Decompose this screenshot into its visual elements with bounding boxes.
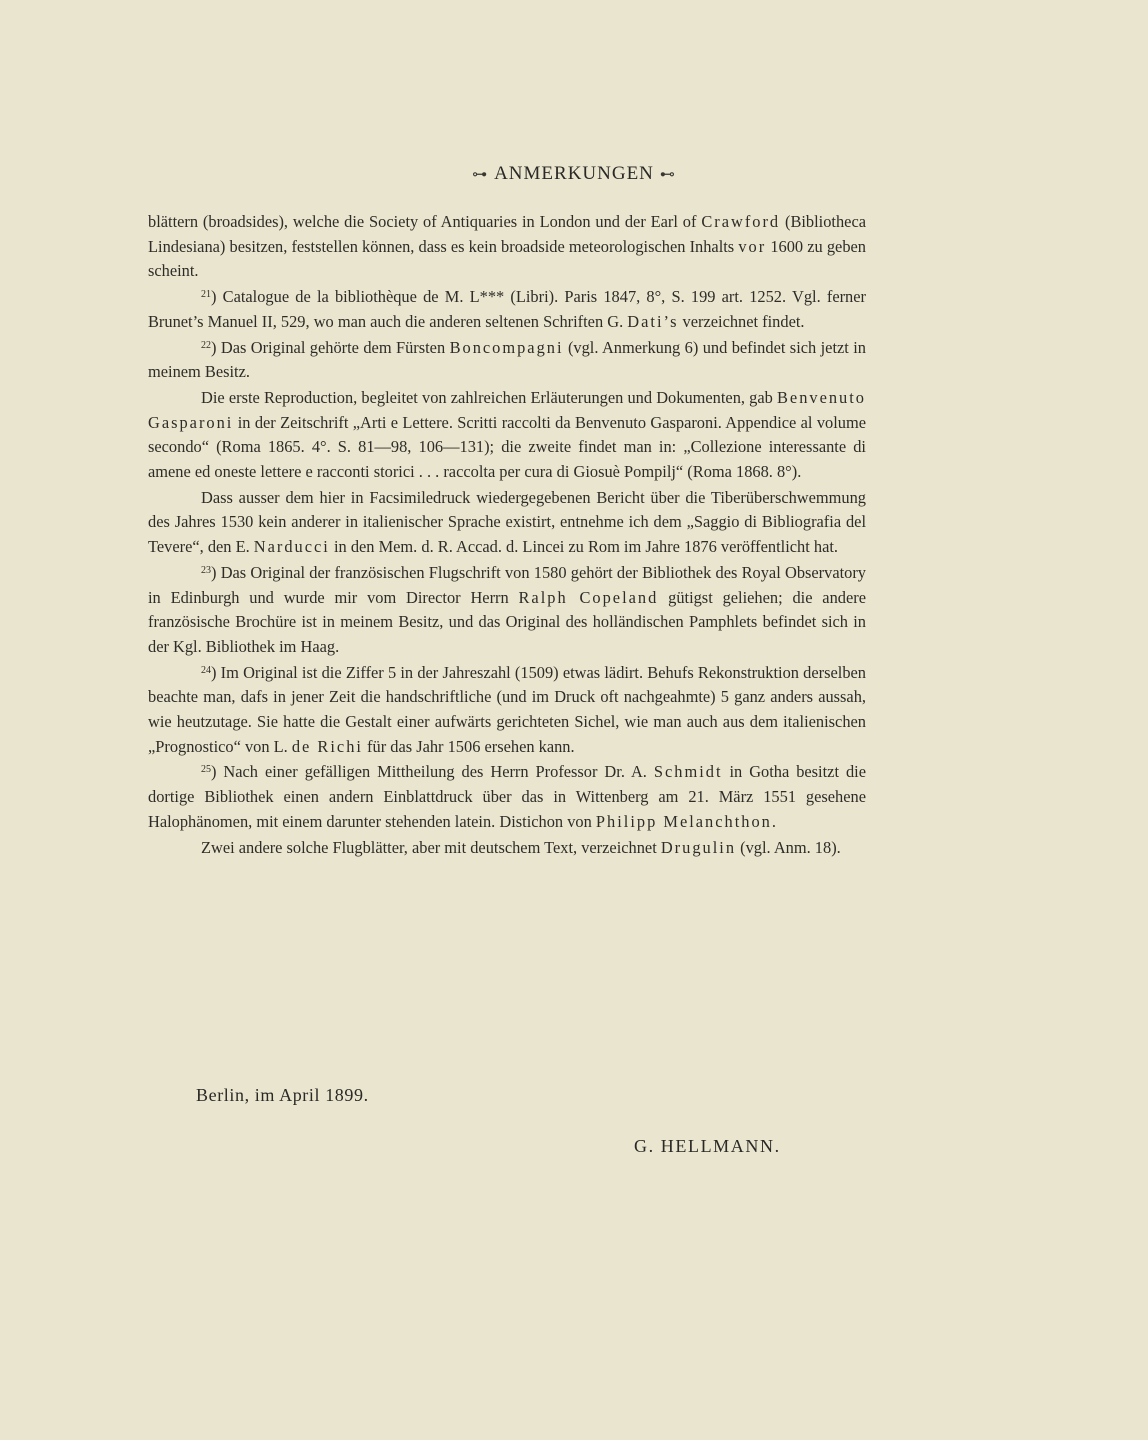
text-run: Die erste Reproduction, begleitet von zahlreichen Erläuterungen und Dokumenten, gab	[201, 387, 777, 407]
note-paragraph-flugblaetter	[148, 836, 866, 861]
ornament-right-icon: ⊷	[659, 167, 676, 183]
footnote-number: 22	[201, 339, 211, 351]
text-run: blättern (broadsides), welche die Society of Antiquaries in London und der Earl of	[148, 212, 702, 231]
spaced-word: vor	[738, 236, 767, 256]
note-paragraph-continued	[148, 210, 866, 284]
spaced-name: Ralph Copeland	[518, 587, 659, 607]
text-run: ) Das Original der französischen Flugschrift von 1580 gehört der Bibliothek des Royal Observatory in Edinburgh und wurde mir vom Director Herrn	[148, 562, 866, 607]
footnote-24	[148, 661, 866, 760]
footnote-number: 24	[201, 664, 211, 676]
text-run: 1600 zu geben scheint.	[148, 236, 866, 281]
footnote-23	[148, 561, 866, 660]
page-header	[0, 163, 1148, 185]
text-run: Zwei andere solche Flugblätter, aber mit deutschem Text, verzeichnet	[201, 837, 661, 857]
spaced-name: Drugulin	[660, 837, 737, 857]
spaced-name: Narducci	[253, 537, 330, 557]
text-run: für das Jahr 1506 ersehen kann.	[362, 736, 575, 756]
notes-body	[148, 210, 866, 860]
ornament-left-icon: ⊶	[472, 167, 489, 183]
note-paragraph-reproduction	[148, 386, 866, 485]
footnote-22	[148, 336, 866, 385]
note-paragraph-facsimile	[148, 486, 866, 560]
spaced-name: Benvenuto Gasparoni	[148, 387, 866, 432]
text-run: ) Nach einer gefälligen Mittheilung des Herrn Professor Dr. A.	[211, 762, 654, 782]
text-run: verzeichnet findet.	[678, 311, 805, 331]
footnote-number: 21	[201, 289, 211, 301]
spaced-name: de Richi	[291, 736, 363, 756]
footnote-21	[148, 285, 866, 334]
footnote-number: 25	[201, 764, 211, 776]
text-run: ) Das Original gehörte dem Fürsten	[211, 337, 450, 357]
text-run: in Gotha besitzt die dortige Bibliothek einen andern Einblattdruck über das in Wittenberg am 21. März 1551 gesehene Halophänomen, mit einem darunter stehenden latein. Distichon von	[148, 762, 866, 831]
text-run: ) Im Original ist die Ziffer 5 in der Jahreszahl (1509) etwas lädirt. Behufs Rekonstruktion derselben beachte man, dafs in jener Zeit die handschriftliche (und im Druck oft nachgeahmte) 5 ganz anders aussah, wie heutzutage. Sie hatte die Gestalt einer aufwärts gerichteten Sichel, wie man auch aus dem italienischen „Prognostico“ von L.	[148, 662, 866, 756]
place-date-line: Berlin, im April 1899.	[196, 1085, 369, 1105]
spaced-name: Schmidt	[653, 762, 723, 782]
text-run: ) Catalogue de la bibliothèque de M. L*** (Libri). Paris 1847, 8°, S. 199 art. 1252. Vgl. ferner Brunet’s Manuel II, 529, wo man auch die anderen seltenen Schriften G.	[148, 287, 866, 331]
text-run: Dass ausser dem hier in Facsimiledruck wiedergegebenen Bericht über die Tiberüberschwemmung des Jahres 1530 kein anderer in italienischer Sprache existirt, entnehme ich dem „Saggio di Bibliografia del Tevere“, den E.	[148, 487, 866, 557]
page-title: ANMERKUNGEN	[494, 163, 654, 184]
spaced-name: Dati’s	[627, 311, 679, 331]
text-run: (vgl. Anm. 18).	[736, 837, 841, 857]
footnote-number: 23	[201, 564, 211, 576]
text-run: in den Mem. d. R. Accad. d. Lincei zu Rom im Jahre 1876 veröffentlicht hat.	[329, 537, 839, 557]
spaced-name: Boncompagni	[449, 337, 564, 357]
footnote-25	[148, 760, 866, 834]
text-run: in der Zeitschrift „Arti e Lettere. Scritti raccolti da Benvenuto Gasparoni. Appendice al volume secondo“ (Roma 1865. 4°. S. 81—98, 106—131); die zweite findet man in: „Collezione interessante di amene ed oneste lettere e racconti storici . . . raccolta per cura di Giosuè Pompilj“ (Roma 1868. 8°).	[148, 412, 866, 482]
spaced-name: Philipp Melanchthon	[595, 811, 772, 831]
signature: G. HELLMANN.	[634, 1136, 781, 1156]
spaced-name: Crawford	[701, 212, 781, 231]
text-run: (Bibliotheca Lindesiana) besitzen, feststellen können, dass es kein broadside meteorologischen Inhalts	[148, 212, 866, 256]
text-run: (vgl. Anmerkung 6) und befindet sich jetzt in meinem Besitz.	[148, 337, 866, 382]
text-run: .	[771, 811, 776, 831]
text-run: gütigst geliehen; die andere französische Brochüre ist in meinem Besitz, und das Original des holländischen Pamphlets befindet sich in der Kgl. Bibliothek im Haag.	[148, 587, 866, 656]
